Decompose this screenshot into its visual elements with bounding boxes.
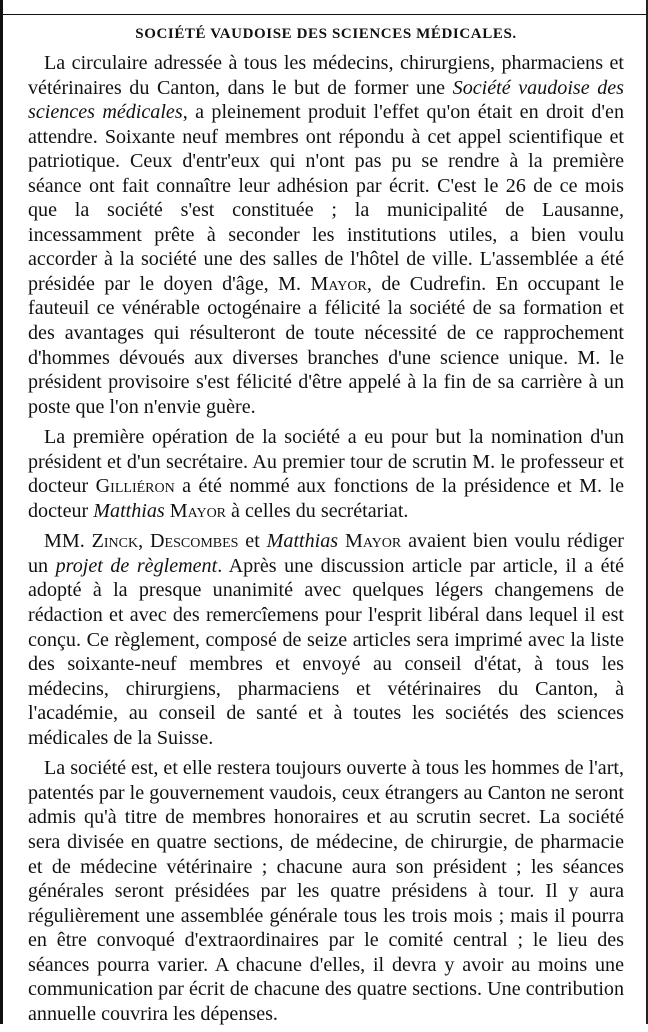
left-border-line	[0, 0, 3, 1024]
name-small-caps: Descombes	[150, 530, 239, 553]
text-run: a été nommé aux fonctions de la présidence et M. le docteur	[28, 475, 624, 522]
italic-text: projet de règlement	[55, 554, 218, 577]
top-rule	[0, 0, 648, 15]
text-run: . Après une discussion article par article, il a été adopté à la presque unanimité avec quelques légers changemens de rédaction et avec des remercîemens pour l'esprit libéral dans lequel il est conçu. Ce règlement, composé de seize articles sera imprimé avec la liste des soixante-neuf membres et envoyé au conseil d'état, à tous les médecins, chirurgiens, pharmaciens et vétérinaires du Canton, à l'académie, au conseil de santé et à toutes les sociétés des sciences médicales de la Suisse.	[28, 554, 625, 749]
name-small-caps: Mayor	[345, 530, 402, 553]
name-small-caps: Gilliéron	[95, 475, 175, 498]
name-small-caps: Mayor	[310, 272, 367, 295]
italic-text: Matthias	[266, 530, 339, 553]
text-run: , a pleinement produit l'effet qu'on était en droit d'en attendre. Soixante neuf membres ont répondu à cet appel scientifique et patriotique. Ceux d'entr'eux qui n'ont pas pu se rendre à la première séance ont fait connaître leur adhésion par écrit. C'est le 26 de ce mois que la société s'est constituée ; la municipalité de Lausanne, incessamment prête à seconder les institutions utiles, a bien voulu accorder à la société une des salles de l'hôtel de ville. L'assemblée a été présidée par le doyen d'âge, M.	[28, 101, 625, 295]
text-run: La circulaire adressée à tous les médecins, chirurgiens, pharmaciens et vétérinaires du Canton, dans le but de former une	[28, 52, 624, 99]
article	[28, 26, 624, 1032]
text-run: MM.	[44, 530, 92, 553]
text-run: La première opération de la société a eu pour but la nomination d'un président et d'un secrétaire. Au premier tour de scrutin M. le professeur et docteur	[28, 426, 624, 498]
text-run: avaient bien voulu rédiger un	[28, 530, 624, 577]
paragraph	[28, 756, 624, 1026]
paragraph	[28, 51, 624, 419]
name-small-caps: Mayor	[169, 499, 227, 522]
text-run: La société est, et elle restera toujours ouverte à tous les hommes de l'art, patentés par le gouvernement vaudois, ceux étrangers au Canton ne seront admis qu'à titre de membres honoraires et au scrutin secret. La société sera divisée en quatre sections, de médecine, de chirurgie, de pharmacie et de médecine vétérinaire ; chacune aura son président ; les séances générales seront présidées par les quatre présidens à tour. Il y aura régulièrement une assemblée générale tous les trois mois ; mais il pourra en être convoqué d'extraordinaires par le comité central ; le lieu des séances pourra varier. A chacune d'elles, il devra y avoir au moins une communication par écrit de chacune des quatre sections. Une contribution annuelle couvrira les dépenses.	[28, 757, 625, 1025]
text-run	[338, 530, 345, 552]
text-run: à celles du secrétariat.	[226, 499, 409, 522]
text-run: , de Cudrefin. En occupant le fauteuil ce vénérable octogénaire a félicité la société de sa formation et des avantages qui résulteront de toute nécessité de ce rapprochement d'hommes dévoués aux diverses branches d'une science unique. M. le président provisoire s'est félicité d'être appelé à la fin de sa carrière à un poste que l'on n'envie guère.	[28, 272, 624, 418]
name-small-caps: Zinck	[91, 530, 139, 553]
paragraph	[28, 425, 624, 523]
paragraph	[28, 529, 624, 750]
italic-text: Société vaudoise des sciences médicales	[28, 76, 624, 124]
italic-text: Matthias	[93, 499, 165, 522]
text-run: et	[238, 530, 267, 553]
article-body	[28, 51, 624, 1026]
text-run: ,	[138, 530, 151, 553]
article-title: SOCIÉTÉ VAUDOISE DES SCIENCES MÉDICALES.	[135, 26, 517, 42]
